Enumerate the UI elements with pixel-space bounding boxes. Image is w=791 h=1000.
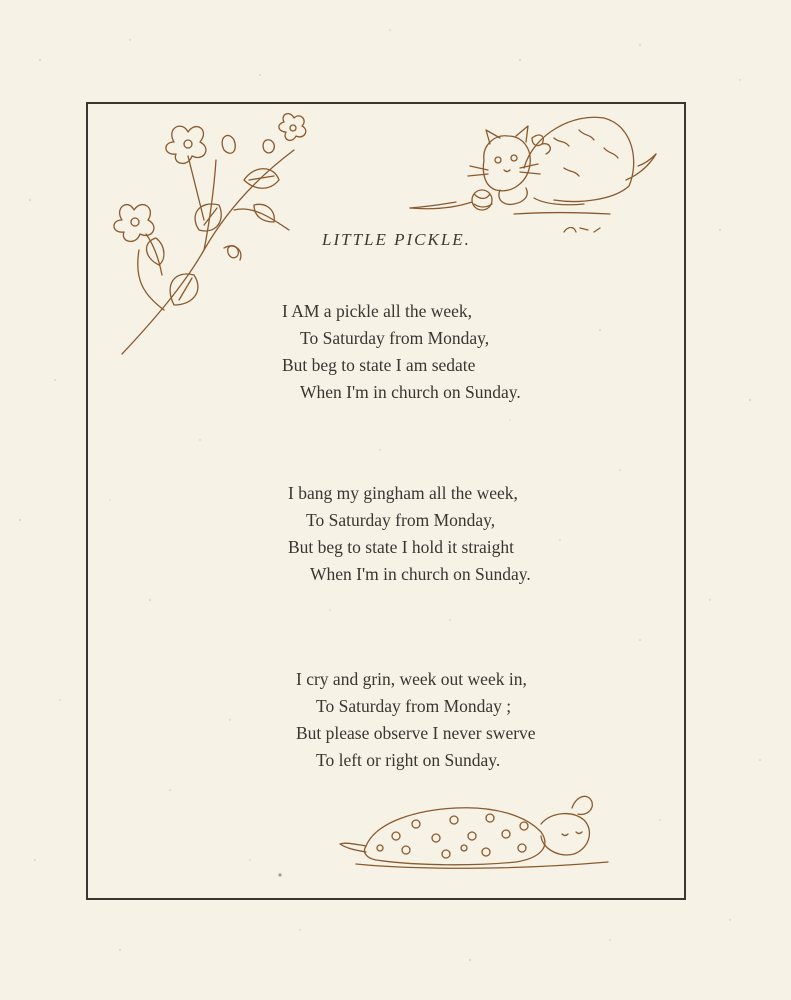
poem-stanza-2	[288, 480, 531, 588]
poem-line: To Saturday from Monday,	[306, 510, 496, 530]
poem-line: I cry and grin, week out week in,	[296, 669, 527, 689]
poem-line: I AM a pickle all the week,	[282, 301, 473, 321]
poem-line: To left or right on Sunday.	[316, 750, 501, 770]
poem-line: To Saturday from Monday,	[300, 328, 490, 348]
poem-stanza-3	[296, 666, 536, 774]
poem-title: LITTLE PICKLE.	[322, 230, 471, 249]
poem-line: But please observe I never swerve	[296, 723, 536, 743]
poem-stanza-1	[282, 298, 521, 406]
poem-line: When I'm in church on Sunday.	[300, 382, 521, 402]
sleeping-doll-illustration	[336, 786, 616, 872]
poem-line: But beg to state I hold it straight	[288, 537, 515, 557]
poem-line: But beg to state I am sedate	[282, 355, 476, 375]
poem-line: I bang my gingham all the week,	[288, 483, 518, 503]
kitten-with-ball-illustration	[404, 108, 666, 248]
poem-line: To Saturday from Monday ;	[316, 696, 512, 716]
poem-line: When I'm in church on Sunday.	[310, 564, 531, 584]
